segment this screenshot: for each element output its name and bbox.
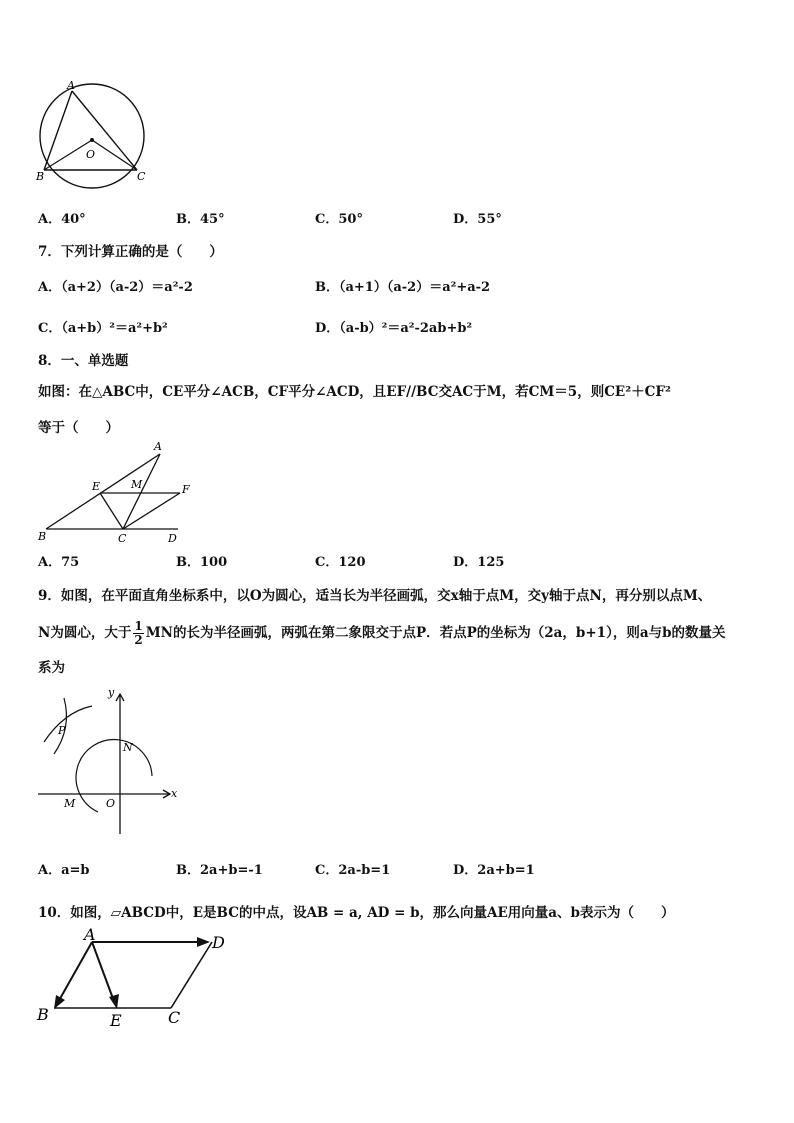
q10-side-cd bbox=[171, 942, 212, 1008]
q8-option-b[interactable]: B．100 bbox=[176, 555, 228, 570]
q8-label-m: M bbox=[131, 478, 143, 491]
q9-option-b[interactable]: B．2a+b=-1 bbox=[176, 863, 263, 878]
q8-stem-line1: 如图：在△ABC中，CE平分∠ACB，CF平分∠ACD，且EF//BC交AC于M，若CM＝5，则CE²＋CF² bbox=[38, 384, 671, 400]
q6-side-ac bbox=[72, 91, 137, 170]
q9-label-o: O bbox=[106, 797, 116, 810]
q8-line-ce bbox=[100, 493, 123, 529]
q10-arrowhead-d bbox=[197, 937, 210, 947]
q6-label-a: A bbox=[67, 79, 75, 92]
q10-stem: 10．如图，▱ABCD中，E是BC的中点，设AB = a, AD = b，那么向量AE用向量a、b表示为（ ） bbox=[38, 905, 675, 921]
q9-stem-line2 bbox=[38, 620, 726, 647]
q10-vector-ae bbox=[92, 942, 115, 1004]
q9-option-c[interactable]: C．2a-b=1 bbox=[315, 863, 391, 878]
q9-fraction-den: 2 bbox=[134, 633, 143, 647]
q9-stem-line2-before: N为圆心，大于 bbox=[38, 625, 132, 641]
q10-vector-ab bbox=[57, 942, 92, 1004]
q8-option-a[interactable]: A．75 bbox=[38, 555, 80, 570]
q7-option-c[interactable]: C．（a+b）²＝a²+b² bbox=[38, 321, 168, 336]
q9-label-p: P bbox=[58, 724, 66, 737]
q10-figure bbox=[36, 925, 236, 1033]
q6-figure bbox=[36, 78, 156, 188]
q8-heading: 8．一、单选题 bbox=[38, 353, 129, 369]
q6-label-c: C bbox=[137, 170, 146, 183]
q8-label-c: C bbox=[118, 532, 127, 545]
q9-stem-line3: 系为 bbox=[38, 660, 65, 676]
q8-option-c[interactable]: C．120 bbox=[315, 555, 366, 570]
q8-figure bbox=[36, 438, 196, 548]
q9-figure bbox=[36, 684, 186, 839]
q7-option-b[interactable]: B．（a+1）（a-2）＝a²+a-2 bbox=[315, 280, 491, 295]
q9-label-m: M bbox=[64, 797, 76, 810]
q8-line-ba bbox=[46, 454, 160, 529]
q8-option-d[interactable]: D．125 bbox=[453, 555, 505, 570]
q7-stem: 7．下列计算正确的是（ ） bbox=[38, 244, 223, 260]
q10-arrowhead-b bbox=[54, 995, 65, 1009]
q9-arc-from-m bbox=[44, 706, 92, 742]
q8-label-f: F bbox=[182, 483, 190, 496]
q6-option-a[interactable]: A．40° bbox=[38, 212, 86, 227]
q10-label-c: C bbox=[168, 1008, 181, 1027]
q7-option-a[interactable]: A．（a+2）（a-2）＝a²-2 bbox=[38, 280, 193, 295]
q6-option-d[interactable]: D．55° bbox=[453, 212, 502, 227]
q8-label-d: D bbox=[168, 532, 177, 545]
q9-option-a[interactable]: A．a=b bbox=[38, 863, 90, 878]
q9-stem-line1: 9．如图，在平面直角坐标系中，以O为圆心，适当长为半径画弧，交x轴于点M，交y轴于点N，再分别以点M、 bbox=[38, 588, 712, 604]
q7-option-d[interactable]: D．（a-b）²＝a²-2ab+b² bbox=[315, 321, 473, 336]
q10-label-e: E bbox=[110, 1011, 122, 1030]
q6-label-o: O bbox=[86, 148, 96, 161]
q6-center-dot bbox=[90, 138, 94, 142]
q9-option-d[interactable]: D．2a+b=1 bbox=[453, 863, 535, 878]
q9-fraction-num: 1 bbox=[134, 619, 143, 633]
q6-label-b: B bbox=[36, 170, 45, 183]
q9-stem-line2-after: MN的长为半径画弧，两弧在第二象限交于点P．若点P的坐标为（2a，b+1），则a与b的数量关 bbox=[145, 625, 726, 641]
q9-label-n: N bbox=[123, 741, 133, 754]
q9-label-x: x bbox=[171, 787, 178, 800]
q6-radius-oc bbox=[92, 140, 137, 170]
q9-fraction bbox=[133, 620, 143, 647]
q10-arrowhead-e bbox=[109, 994, 119, 1009]
q6-radius-ob bbox=[44, 140, 92, 170]
q10-label-a: A bbox=[84, 925, 96, 944]
q8-label-e: E bbox=[92, 480, 101, 493]
q6-side-ab bbox=[44, 91, 72, 170]
q6-option-c[interactable]: C．50° bbox=[315, 212, 363, 227]
q6-option-b[interactable]: B．45° bbox=[176, 212, 225, 227]
q10-label-b: B bbox=[37, 1005, 49, 1024]
q10-label-d: D bbox=[212, 933, 225, 952]
q8-label-a: A bbox=[154, 440, 162, 453]
q9-label-y: y bbox=[108, 686, 115, 699]
q8-stem-line2: 等于（ ） bbox=[38, 420, 119, 436]
q8-label-b: B bbox=[38, 530, 47, 543]
